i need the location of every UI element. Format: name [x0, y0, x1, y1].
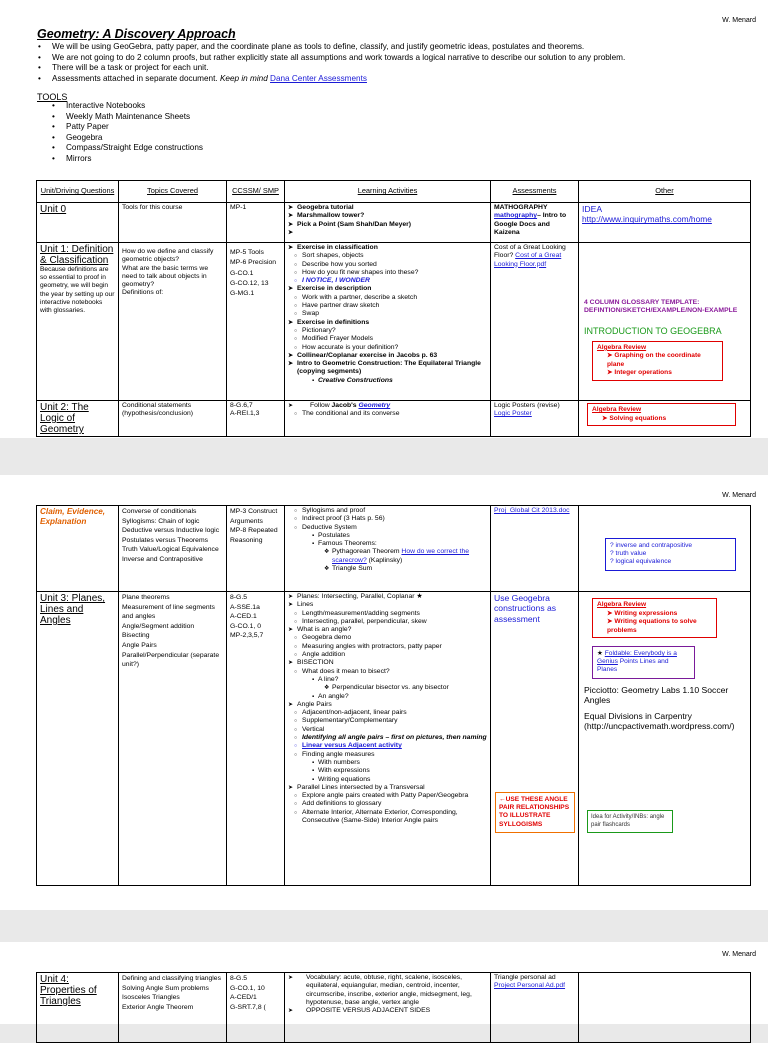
activity-item: ○ Swap	[288, 310, 487, 318]
activity-item: ▪ With expressions	[288, 767, 487, 775]
intro-list	[52, 42, 752, 84]
algebra-review-box: Algebra Review ➤ Solving equations	[587, 403, 736, 426]
activity-item: ○ Length/measurement/adding segments	[288, 610, 487, 618]
picciotto-note: Picciotto: Geometry Labs 1.10 Soccer Angles	[584, 684, 729, 705]
intro-text: Assessments attached in separate document.	[52, 73, 218, 83]
geometry-link[interactable]: Geometry	[358, 402, 391, 409]
activity-item: ➤ BISECTION	[288, 659, 487, 667]
activity-item: ➤ Parallel Lines intersected by a Transversal	[288, 784, 487, 792]
activity-item: ○ Alternate Interior, Alternate Exterior, Corresponding, Consecutive (Same-Side) Interior Angle pairs	[288, 809, 487, 826]
activity-item: ○ Identifying all angle pairs – first on pictures, then naming	[288, 734, 487, 742]
intro-item: • There will be a task or project for each unit.	[52, 63, 752, 74]
tools-heading: TOOLS	[37, 92, 68, 102]
activity-item: ➤ Planes: Intersecting, Parallel, Coplanar ★	[288, 593, 487, 601]
unit-title: Unit 4: Properties of Triangles	[40, 974, 97, 1007]
header-ccssm: CCSSM/ SMP	[227, 181, 285, 203]
foldable-link[interactable]: Foldable: Everybody is a Genius	[597, 650, 677, 666]
table-row-unit1: Unit 1: Definition & Classification Because definitions are so essential to proof in geometry, we will begin the year by setting up our interactive notebooks with glossaries. How do we define and classify geometric objects? What are the basic terms we need to talk about objects in geometry? Definitions of: MP-5 Tools MP-6 Precision G-CO.1 G-CO.12, 13 G-MG.1 ➤ Exercise in classification ○ Sort shapes, objects ○ Describe how you sorted ○ How do you fit new shapes into these? ○ I NOTICE, I WONDER ➤ Exercise in description ○ Work with a partner, describe a sketch ○ Have partner draw sketch ○ Swap ➤ Exercise in definitions ○ Pictionary? ○ Modified Frayer Models ○ How accurate is your definition? ➤ Collinear/Coplanar exercise in Jacobs p. 63 ➤ Intro to Geometric Construction: The Equilateral Triangle (copying segments) ▪ Creative Constructions Cost of a Great Looking Floor? Cost of a Great Looking Floor.pdf 4 COLUMN GLOSSARY TEMPLATE: DEFINTION/SKETCH/EXAMPLE/NON-EXAMPLE INTRODUCTION TO GEOGEBRA Algebra Review ➤ Graphing on the coordinate plane ➤ Integer operations	[37, 243, 751, 401]
author-name: W. Menard	[722, 17, 756, 24]
activity-item: ➤ Intro to Geometric Construction: The Equilateral Triangle (copying segments)	[288, 360, 487, 377]
tools-item: • Interactive Notebooks	[66, 101, 203, 112]
activity-item: ○ Geogebra demo	[288, 634, 487, 642]
author-name: W. Menard	[722, 951, 756, 958]
mathography-link[interactable]: mathography	[494, 212, 538, 220]
table-row-unit0: Unit 0 Tools for this course MP-1 ➤ Geogebra tutorial ➤ Marshmallow tower? ➤ Pick a Point (Sam Shah/Dan Meyer) MATHOGRAPHY mathography– Intro to Google Docs and Kaizena IDEA http://www.inquirymaths.com/home	[37, 203, 751, 243]
activity-item: ➤ Collinear/Coplanar exercise in Jacobs p. 63	[288, 352, 487, 360]
activity-item: ➤ Exercise in description	[288, 285, 487, 293]
page-title: Geometry: A Discovery Approach	[37, 27, 236, 41]
activity-item: ➤ Angle Pairs	[288, 701, 487, 709]
header-unit: Unit/Driving Questions	[37, 181, 119, 203]
activity-item: ○ Modified Frayer Models	[288, 335, 487, 343]
activity-item: ▪ Writing equations	[288, 776, 487, 784]
header-other: Other	[579, 181, 751, 203]
dana-center-link[interactable]: Dana Center Assessments	[270, 73, 367, 83]
logic-poster-link[interactable]: Logic Poster	[494, 410, 532, 418]
foldable-box: ★ Foldable: Everybody is a Genius Points Lines and Planes	[592, 646, 695, 679]
algebra-review-box: Algebra Review ➤ Graphing on the coordinate plane ➤ Integer operations	[592, 341, 723, 381]
activity-item[interactable]: ○ Linear versus Adjacent activity	[288, 742, 487, 750]
unit-title: Unit 3: Planes, Lines and Angles	[40, 593, 106, 626]
activity-item: ○ How accurate is your definition?	[288, 344, 487, 352]
header-assessments: Assessments	[491, 181, 579, 203]
tools-item: • Weekly Math Maintenance Sheets	[66, 112, 203, 123]
tools-item: • Mirrors	[66, 154, 203, 165]
scarecrow-link[interactable]: How do we correct the scarecrow?	[332, 548, 470, 564]
unit-topics: Tools for this course	[119, 203, 227, 243]
activity-item: ○ Angle addition	[288, 651, 487, 659]
table-row-unit4: Unit 4: Properties of Triangles Defining and classifying triangles Solving Angle Sum problems Isosceles Triangles Exterior Angle Theorem 8-G.5 G-CO.1, 10 A-CED/1 G-SRT.7,8 ( ➤ Vocabulary: acute, obtuse, right, scalene, isosceles, equilateral, equiangular, median, centroid, incenter, circumscribe, inscribe, exterior angle, midsegment, leg, hypotenuse, base angle, vertex angle ➤ OPPOSITE VERSUS ADJACENT SIDES Triangle personal ad Project Personal Ad.pdf	[37, 973, 751, 1043]
intro-item: • We will be using GeoGebra, patty paper, and the coordinate plane as tools to define, classify, and justify geometric ideas, postulates and theorems.	[52, 42, 752, 53]
table-row-unit3: Unit 3: Planes, Lines and Angles Plane theorems Measurement of line segments and angles Angle/Segment addition Bisecting Angle Pairs Parallel/Perpendicular (separate unit?) 8-G.5 A-SSE.1a A-CED.1 G-CO.1, 0 MP-2,3,5,7 ➤ Planes: Intersecting, Parallel, Coplanar ★ ➤ Lines ○ Length/measurement/adding segments ○ Intersecting, parallel, perpendicular, skew ➤ What is an angle? ○ Geogebra demo ○ Measuring angles with protractors, patty paper ○ Angle addition ➤ BISECTION ○ What does it mean to bisect? ▪ A line? ❖ Perpendicular bisector vs. any bisector ▪ An angle? ➤ Angle Pairs ○ Adjacent/non-adjacent, linear pairs ○ Supplementary/Complementary ○ Vertical ○ Identifying all angle pairs – first on pictures, then naming ○ Linear versus Adjacent activity ○ Finding angle measures ▪ With numbers ▪ With expressions ▪ Writing equations ➤ Parallel Lines intersected by a Transversal ○ Explore angle pairs created with Patty Paper/Geogebra ○ Add definitions to glossary ○ Alternate Interior, Alternate Exterior, Corresponding, Consecutive (Same-Side) Interior Angle pairs Use Geogebra constructions as assessment ←USE THESE ANGLE PAIR RELATIONSHIPS TO ILLUSTRATE SYLLOGISMS Algebra Review ➤ Writing expressions ➤ Writing equations to solve problems ★ Foldable: Everybody is a Genius Points Lines and Planes Picciotto: Geometry Labs 1.10 Soccer Angles Equal Divisions in Carpentry (http://uncpactivemath.wordpress.com/) Idea for Activity/INBs: angle pair flashcards	[37, 592, 751, 886]
activity-item: ○ How do you fit new shapes into these?	[288, 269, 487, 277]
activity-item: ▪ With numbers	[288, 759, 487, 767]
activity-item: ▪ A line?	[288, 676, 487, 684]
table-row-unit2: Unit 2: The Logic of Geometry Conditional statements (hypothesis/conclusion) 8-G.6,7 A-REI.1,3 ➤ Follow Jacob's Geometry ○ The conditional and its converse Logic Posters (revise) Logic Poster Algebra Review ➤ Solving equations	[37, 401, 751, 437]
activity-item: ➤ Exercise in definitions	[288, 319, 487, 327]
unit-description: Because definitions are so essential to proof in geometry, we will begin the year by setting up our interactive notebooks with glossaries.	[40, 266, 115, 315]
intro-keep: Keep in mind	[219, 73, 268, 83]
activity-item: ○ Work with a partner, describe a sketch	[288, 294, 487, 302]
page-2	[0, 475, 768, 910]
header-activities: Learning Activities	[285, 181, 491, 203]
activity-item: ○ I NOTICE, I WONDER	[288, 277, 487, 285]
floor-pdf-link[interactable]: Cost of a Great Looking Floor.pdf	[494, 252, 562, 268]
intro-geogebra: INTRODUCTION TO GEOGEBRA	[584, 325, 722, 336]
activity-item: ○ What does it mean to bisect?	[288, 668, 487, 676]
angle-pair-note: ←USE THESE ANGLE PAIR RELATIONSHIPS TO ILLUSTRATE SYLLOGISMS	[495, 792, 575, 833]
activity-item: ○ Pictionary?	[288, 327, 487, 335]
activity-item: ➤ Exercise in classification	[288, 244, 487, 252]
author-name: W. Menard	[722, 492, 756, 499]
activity-idea-box: Idea for Activity/INBs: angle pair flashcards	[587, 810, 673, 833]
activity-item: ○ Explore angle pairs created with Patty Paper/Geogebra	[288, 792, 487, 800]
page-1	[0, 0, 768, 438]
geogebra-assessment: Use Geogebra constructions as assessment	[494, 593, 557, 624]
activity-list	[288, 244, 487, 385]
header-topics: Topics Covered	[119, 181, 227, 203]
tools-item: • Geogebra	[66, 133, 203, 144]
logic-note-box: ? inverse and contrapositive ? truth value ? logical equivalence	[605, 538, 736, 571]
activity-item: ➤ Lines	[288, 601, 487, 609]
curriculum-table-3	[36, 972, 751, 1043]
page-3	[0, 942, 768, 1024]
activity-list	[288, 593, 487, 825]
activity-item: ○ Measuring angles with protractors, patty paper	[288, 643, 487, 651]
inquirymaths-link[interactable]: http://www.inquirymaths.com/home	[582, 214, 712, 225]
activity-item: ▪ An angle?	[288, 693, 487, 701]
curriculum-table-1	[36, 180, 751, 437]
activity-item: ○ Add definitions to glossary	[288, 800, 487, 808]
curriculum-table-2	[36, 505, 751, 886]
glossary-template: 4 COLUMN GLOSSARY TEMPLATE: DEFINTION/SKETCH/EXAMPLE/NON-EXAMPLE	[584, 299, 738, 315]
activity-item: ○ Vertical	[288, 726, 487, 734]
unit-title: Unit 0	[40, 204, 67, 215]
claim-evidence: Claim, Evidence, Explanation	[40, 507, 106, 526]
activity-item: ▪ Creative Constructions	[288, 377, 487, 385]
unit-ccssm: MP-1	[227, 203, 285, 243]
activity-item: ○ Adjacent/non-adjacent, linear pairs	[288, 709, 487, 717]
carpentry-note: Equal Divisions in Carpentry (http://uncpactivemath.wordpress.com/)	[584, 711, 735, 732]
activity-item: ➤ What is an angle?	[288, 626, 487, 634]
activity-list: ➤ Geogebra tutorial ➤ Marshmallow tower? ➤ Pick a Point (Sam Shah/Dan Meyer)	[288, 204, 487, 229]
algebra-review-box: Algebra Review ➤ Writing expressions ➤ Writing equations to solve problems	[592, 598, 717, 638]
activity-item: ○ Finding angle measures	[288, 751, 487, 759]
tools-list	[66, 101, 203, 164]
intro-item: • We are not going to do 2 column proofs, but rather explicitly state all assumptions and work towards a logical narrative to describe our solution to any problem.	[52, 53, 752, 64]
intro-item	[52, 74, 752, 85]
tools-item: • Compass/Straight Edge constructions	[66, 143, 203, 154]
activity-item: ○ Sort shapes, objects	[288, 252, 487, 260]
activity-item: ○ Describe how you sorted	[288, 261, 487, 269]
global-cit-link[interactable]: Proj_Global Cit 2013.doc	[494, 507, 570, 514]
idea-label: IDEA	[582, 204, 603, 214]
activity-item: ○ Intersecting, parallel, perpendicular, skew	[288, 618, 487, 626]
activity-item: ○ Supplementary/Complementary	[288, 717, 487, 725]
unit-title: Unit 2: The Logic of Geometry	[40, 402, 89, 435]
personal-ad-link[interactable]: Project Personal Ad.pdf	[494, 982, 566, 990]
activity-item: ○ Have partner draw sketch	[288, 302, 487, 310]
tools-item: • Patty Paper	[66, 122, 203, 133]
activity-item: ❖ Perpendicular bisector vs. any bisector	[288, 684, 487, 692]
unit-title: Unit 1: Definition & Classification	[40, 244, 114, 266]
table-row-logic: Claim, Evidence, Explanation Converse of conditionals Syllogisms: Chain of logic Deductive versus Inductive logic Postulates versus Theorems Truth Value/Logical Equivalence Inverse and Contrapositive MP-3 Construct Arguments MP-8 Repeated Reasoning ○ Syllogisms and proof ○ Indirect proof (3 Hats p. 56) ○ Deductive System ▪ Postulates ▪ Famous Theorems: ❖ Pythagorean Theorem How do we correct the scarecrow? (Kaplinsky) ❖ Triangle Sum Proj_Global Cit 2013.doc ? inverse and contrapositive ? truth value ? logical equivalence	[37, 506, 751, 592]
